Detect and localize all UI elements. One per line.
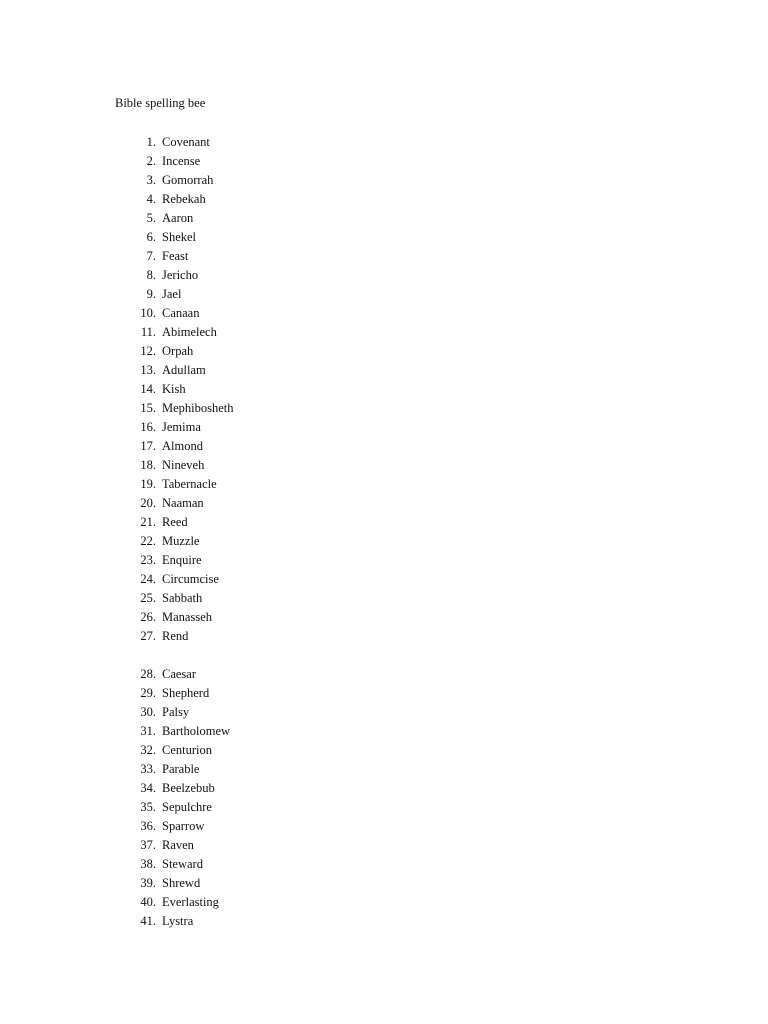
list-item bbox=[0, 551, 768, 570]
list-item bbox=[0, 513, 768, 532]
list-item-word: Manasseh bbox=[162, 610, 212, 624]
list-item-word: Mephibosheth bbox=[162, 401, 234, 415]
list-item bbox=[0, 760, 768, 779]
list-item bbox=[0, 912, 768, 931]
list-item-number: 20. bbox=[140, 496, 156, 510]
list-item-number: 11. bbox=[140, 325, 156, 339]
list-item-word: Sabbath bbox=[162, 591, 203, 605]
list-item-number: 17. bbox=[140, 439, 156, 453]
list-item-number: 10. bbox=[140, 306, 156, 320]
list-item-number: 21. bbox=[140, 515, 156, 529]
list-item bbox=[0, 836, 768, 855]
list-item-word: Orpah bbox=[162, 344, 194, 358]
list-item-word: Centurion bbox=[162, 743, 212, 757]
list-item-number: 3. bbox=[146, 173, 156, 187]
list-item-number: 18. bbox=[140, 458, 156, 472]
list-section-gap bbox=[0, 646, 768, 665]
list-item-number: 39. bbox=[140, 876, 156, 890]
list-item-number: 12. bbox=[140, 344, 156, 358]
list-item-word: Tabernacle bbox=[162, 477, 217, 491]
list-item-number: 32. bbox=[140, 743, 156, 757]
list-item bbox=[0, 418, 768, 437]
list-item-number: 31. bbox=[140, 724, 156, 738]
list-item bbox=[0, 589, 768, 608]
list-item bbox=[0, 171, 768, 190]
list-item-number: 2. bbox=[146, 154, 156, 168]
list-item bbox=[0, 494, 768, 513]
list-item-number: 8. bbox=[146, 268, 156, 282]
list-item-word: Aaron bbox=[162, 211, 194, 225]
list-item-word: Shrewd bbox=[162, 876, 201, 890]
list-item-word: Almond bbox=[162, 439, 203, 453]
list-item-word: Shekel bbox=[162, 230, 197, 244]
list-item-number: 38. bbox=[140, 857, 156, 871]
list-item bbox=[0, 722, 768, 741]
list-item-word: Sparrow bbox=[162, 819, 205, 833]
list-item bbox=[0, 475, 768, 494]
list-item bbox=[0, 684, 768, 703]
list-item-number: 24. bbox=[140, 572, 156, 586]
list-item bbox=[0, 798, 768, 817]
list-item-number: 27. bbox=[140, 629, 156, 643]
list-item-word: Jemima bbox=[162, 420, 201, 434]
list-item-word: Raven bbox=[162, 838, 194, 852]
list-item-word: Jael bbox=[162, 287, 182, 301]
list-item bbox=[0, 608, 768, 627]
list-item-word: Caesar bbox=[162, 667, 197, 681]
list-item-word: Lystra bbox=[162, 914, 194, 928]
list-item bbox=[0, 323, 768, 342]
list-item-word: Rend bbox=[162, 629, 189, 643]
list-item bbox=[0, 190, 768, 209]
list-item-number: 33. bbox=[140, 762, 156, 776]
list-item-word: Covenant bbox=[162, 135, 210, 149]
list-item bbox=[0, 228, 768, 247]
list-item-number: 9. bbox=[146, 287, 156, 301]
list-item-word: Muzzle bbox=[162, 534, 200, 548]
list-item-word: Nineveh bbox=[162, 458, 205, 472]
list-item-word: Canaan bbox=[162, 306, 200, 320]
list-item-number: 40. bbox=[140, 895, 156, 909]
document-title: Bible spelling bee bbox=[115, 96, 206, 110]
list-item bbox=[0, 342, 768, 361]
list-item bbox=[0, 380, 768, 399]
list-item-number: 37. bbox=[140, 838, 156, 852]
list-item-number: 25. bbox=[140, 591, 156, 605]
list-item-number: 36. bbox=[140, 819, 156, 833]
list-item-word: Jericho bbox=[162, 268, 199, 282]
list-item bbox=[0, 627, 768, 646]
list-item-number: 4. bbox=[146, 192, 156, 206]
list-item-number: 30. bbox=[140, 705, 156, 719]
list-item-number: 23. bbox=[140, 553, 156, 567]
list-item-word: Rebekah bbox=[162, 192, 206, 206]
list-item-number: 14. bbox=[140, 382, 156, 396]
list-item bbox=[0, 741, 768, 760]
list-item bbox=[0, 266, 768, 285]
list-item bbox=[0, 285, 768, 304]
list-item-word: Steward bbox=[162, 857, 203, 871]
list-item-number: 35. bbox=[140, 800, 156, 814]
list-item-number: 13. bbox=[140, 363, 156, 377]
list-item-word: Shepherd bbox=[162, 686, 210, 700]
list-item-word: Palsy bbox=[162, 705, 190, 719]
spelling-word-list bbox=[0, 133, 768, 931]
list-item bbox=[0, 665, 768, 684]
list-item bbox=[0, 703, 768, 722]
list-item bbox=[0, 893, 768, 912]
list-item-word: Incense bbox=[162, 154, 201, 168]
list-item-word: Enquire bbox=[162, 553, 202, 567]
list-item bbox=[0, 817, 768, 836]
list-item bbox=[0, 779, 768, 798]
list-item-number: 28. bbox=[140, 667, 156, 681]
list-item bbox=[0, 570, 768, 589]
list-item-number: 22. bbox=[140, 534, 156, 548]
list-item bbox=[0, 133, 768, 152]
list-item bbox=[0, 209, 768, 228]
list-item-word: Gomorrah bbox=[162, 173, 214, 187]
list-item bbox=[0, 855, 768, 874]
list-item-number: 5. bbox=[146, 211, 156, 225]
list-item bbox=[0, 874, 768, 893]
list-item bbox=[0, 437, 768, 456]
list-item bbox=[0, 532, 768, 551]
list-item-number: 6. bbox=[146, 230, 156, 244]
list-item bbox=[0, 152, 768, 171]
list-item-number: 16. bbox=[140, 420, 156, 434]
list-item bbox=[0, 361, 768, 380]
list-item-word: Reed bbox=[162, 515, 188, 529]
list-item-number: 29. bbox=[140, 686, 156, 700]
list-item-word: Bartholomew bbox=[162, 724, 231, 738]
list-item bbox=[0, 247, 768, 266]
list-item bbox=[0, 456, 768, 475]
list-item-number: 15. bbox=[140, 401, 156, 415]
list-item-number: 26. bbox=[140, 610, 156, 624]
list-item-number: 7. bbox=[146, 249, 156, 263]
list-item-number: 41. bbox=[140, 914, 156, 928]
list-item-word: Parable bbox=[162, 762, 200, 776]
list-item bbox=[0, 304, 768, 323]
list-item-number: 34. bbox=[140, 781, 156, 795]
list-item-word: Sepulchre bbox=[162, 800, 212, 814]
list-item-word: Adullam bbox=[162, 363, 206, 377]
list-item-word: Beelzebub bbox=[162, 781, 215, 795]
list-item-word: Everlasting bbox=[162, 895, 219, 909]
list-item bbox=[0, 399, 768, 418]
list-item-word: Naaman bbox=[162, 496, 204, 510]
list-item-word: Abimelech bbox=[162, 325, 217, 339]
list-item-word: Kish bbox=[162, 382, 186, 396]
list-item-word: Circumcise bbox=[162, 572, 219, 586]
list-item-number: 19. bbox=[140, 477, 156, 491]
list-item-word: Feast bbox=[162, 249, 189, 263]
list-item-number: 1. bbox=[146, 135, 156, 149]
